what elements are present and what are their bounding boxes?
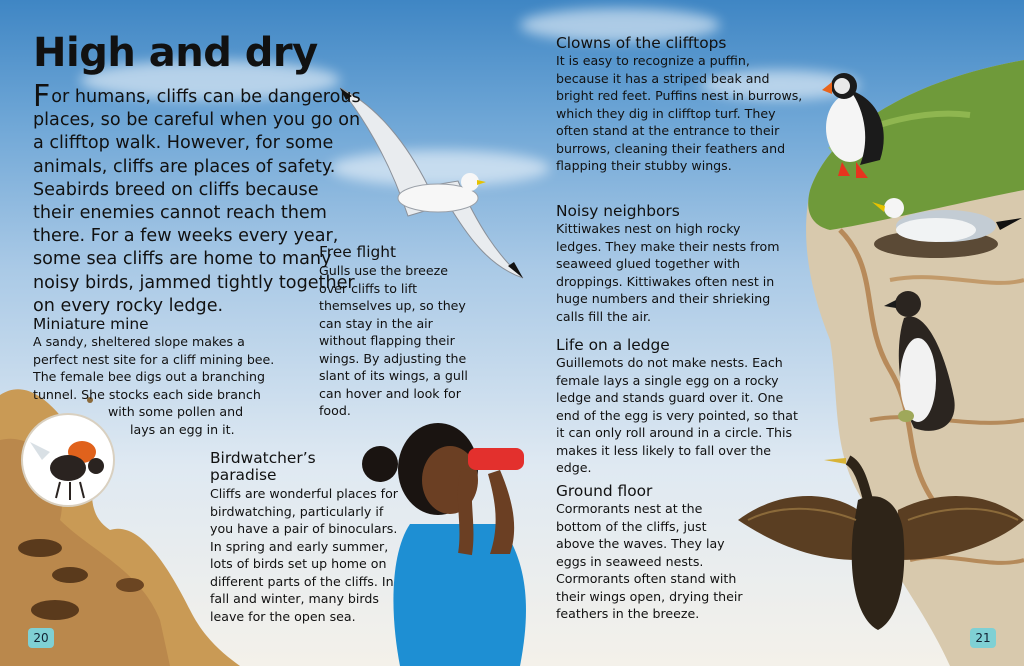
page-number-left: 20 [28, 628, 54, 648]
intro-paragraph [33, 79, 363, 318]
miniature-mine-line: The female bee digs out a branching [33, 369, 265, 384]
birdwatchers-text: Cliffs are wonderful places for birdwatching, particularly if you have a pair of binoculars. In spring and early summer, lots of birds set up home on different parts of the cliffs. In fall and winter, many birds leave for the open sea. [210, 486, 398, 624]
ledge-text: Guillemots do not make nests. Each female lays a single egg on a rocky ledge and stands guard over it. One end of the egg is very pointed, so that it can only roll around in a circle. This makes it less likely to fall over the edge. [556, 355, 798, 475]
guillemot-icon [884, 288, 970, 438]
page-number-right: 21 [970, 628, 996, 648]
free-flight-heading: Free flight [319, 243, 397, 261]
intro-text: or humans, cliffs can be dangerous places, so be careful when you go on a clifftop walk. However, for some animals, cliffs are places of safety. Seabirds breed on cliffs because their enemies cannot reach them there. For a few weeks every year, some sea cliffs are home to many noisy birds, jammed tightly together on every rocky ledge. [33, 87, 361, 316]
noisy-heading: Noisy neighbors [556, 202, 680, 220]
bee-icon [20, 412, 116, 508]
ground-heading: Ground floor [556, 482, 653, 500]
clowns-heading: Clowns of the clifftops [556, 34, 727, 52]
drop-cap: F [33, 79, 51, 114]
birdwatchers-heading-line2: paradise [210, 466, 277, 484]
miniature-mine-line: perfect nest site for a cliff mining bee. [33, 351, 275, 367]
miniature-mine-heading: Miniature mine [33, 315, 149, 333]
noisy-text: Kittiwakes nest on high rocky ledges. They make their nests from seaweed glued together with droppings. Kittiwakes often nest in huge numbers and their shrieking calls fill the air. [556, 221, 780, 324]
kittiwake-icon [866, 192, 1024, 262]
miniature-mine-line: A sandy, sheltered slope makes a [33, 334, 245, 349]
cormorant-icon [738, 450, 1024, 636]
page-title: High and dry [33, 30, 318, 76]
miniature-mine-line: tunnel. She stocks each side branch [33, 386, 261, 402]
ground-text: Cormorants nest at the bottom of the cliffs, just above the waves. They lay eggs in seaweed nests. Cormorants often stand with their wings open, drying their feathers in the breeze. [556, 501, 743, 621]
birdwatchers-heading-line1: Birdwatcher’s [210, 449, 316, 467]
puffin-icon [820, 70, 900, 182]
free-flight-text: Gulls use the breeze over cliffs to lift themselves up, so they can stay in the air without flapping their wings. By adjusting the slant of its wings, a gull can hover and look for food. [319, 263, 468, 418]
miniature-mine-line: with some pollen and [108, 404, 244, 419]
miniature-mine-line: lays an egg in it. [130, 421, 235, 437]
clowns-text: It is easy to recognize a puffin, because it has a striped beak and bright red feet. Puffins nest in burrows, which they dig in clifftop turf. They often stand at the entrance to their burrows, cleaning their feathers and flapping their stubby wings. [556, 53, 803, 173]
ledge-heading: Life on a ledge [556, 336, 670, 354]
